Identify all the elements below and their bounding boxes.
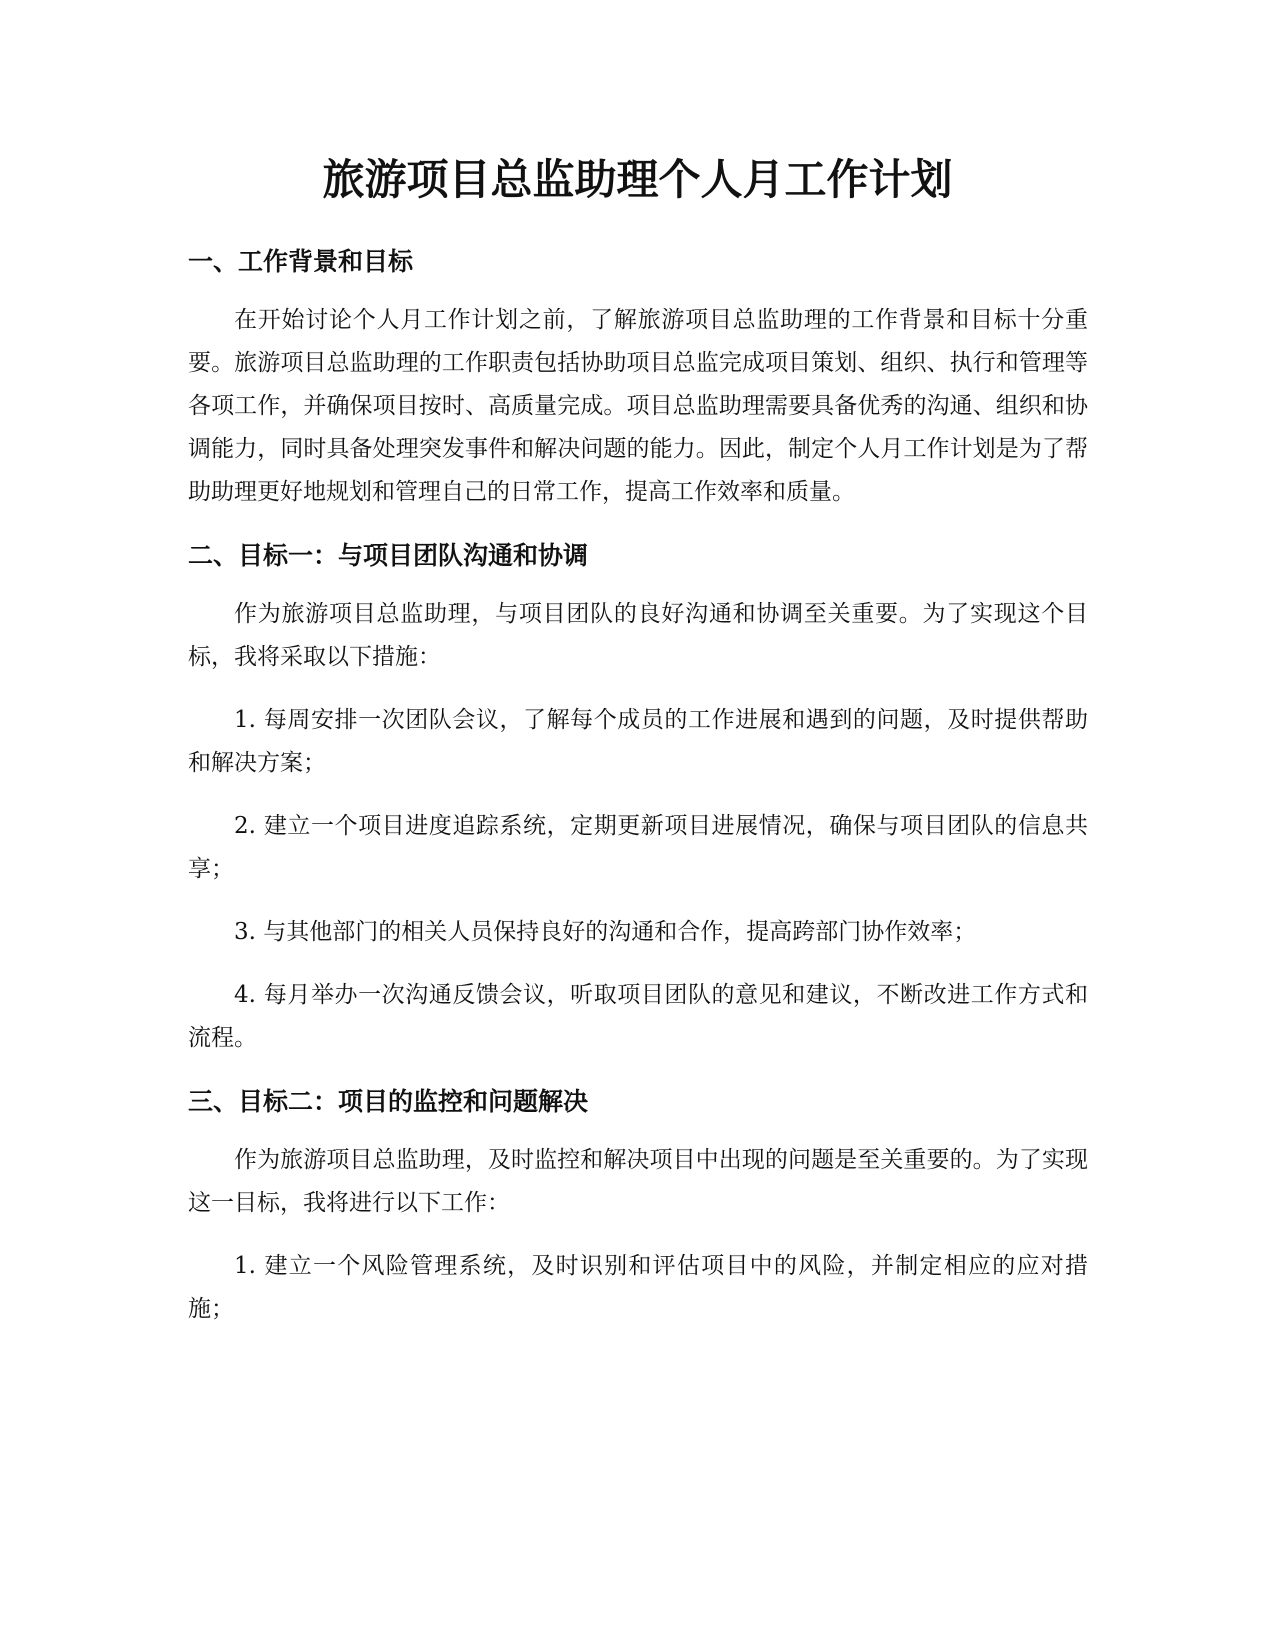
section-heading: 二、目标一：与项目团队沟通和协调 [188,541,589,570]
section-heading: 三、目标二：项目的监控和问题解决 [188,1087,589,1116]
document-body [188,240,1088,1331]
list-item: 4. 每月举办一次沟通反馈会议，听取项目团队的意见和建议，不断改进工作方式和流程。 [188,982,1088,1051]
list-item: 3. 与其他部门的相关人员保持良好的沟通和合作，提高跨部门协作效率； [234,919,977,945]
paragraph: 作为旅游项目总监助理，及时监控和解决项目中出现的问题是至关重要的。为了实现这一目标，我将进行以下工作： [188,1147,1088,1216]
paragraph: 在开始讨论个人月工作计划之前，了解旅游项目总监助理的工作背景和目标十分重要。旅游项目总监助理的工作职责包括协助项目总监完成项目策划、组织、执行和管理等各项工作，并确保项目按时、高质量完成。项目总监助理需要具备优秀的沟通、组织和协调能力，同时具备处理突发事件和解决问题的能力。因此，制定个人月工作计划是为了帮助助理更好地规划和管理自己的日常工作，提高工作效率和质量。 [188,307,1088,505]
paragraph: 作为旅游项目总监助理，与项目团队的良好沟通和协调至关重要。为了实现这个目标，我将采取以下措施： [188,601,1088,670]
section-heading: 一、工作背景和目标 [188,247,414,276]
list-item: 1. 每周安排一次团队会议，了解每个成员的工作进展和遇到的问题，及时提供帮助和解决方案； [188,707,1088,776]
list-item: 2. 建立一个项目进度追踪系统，定期更新项目进展情况，确保与项目团队的信息共享； [188,813,1088,882]
document-title: 旅游项目总监助理个人月工作计划 [322,155,953,204]
list-item: 1. 建立一个风险管理系统，及时识别和评估项目中的风险，并制定相应的应对措施； [188,1253,1088,1322]
